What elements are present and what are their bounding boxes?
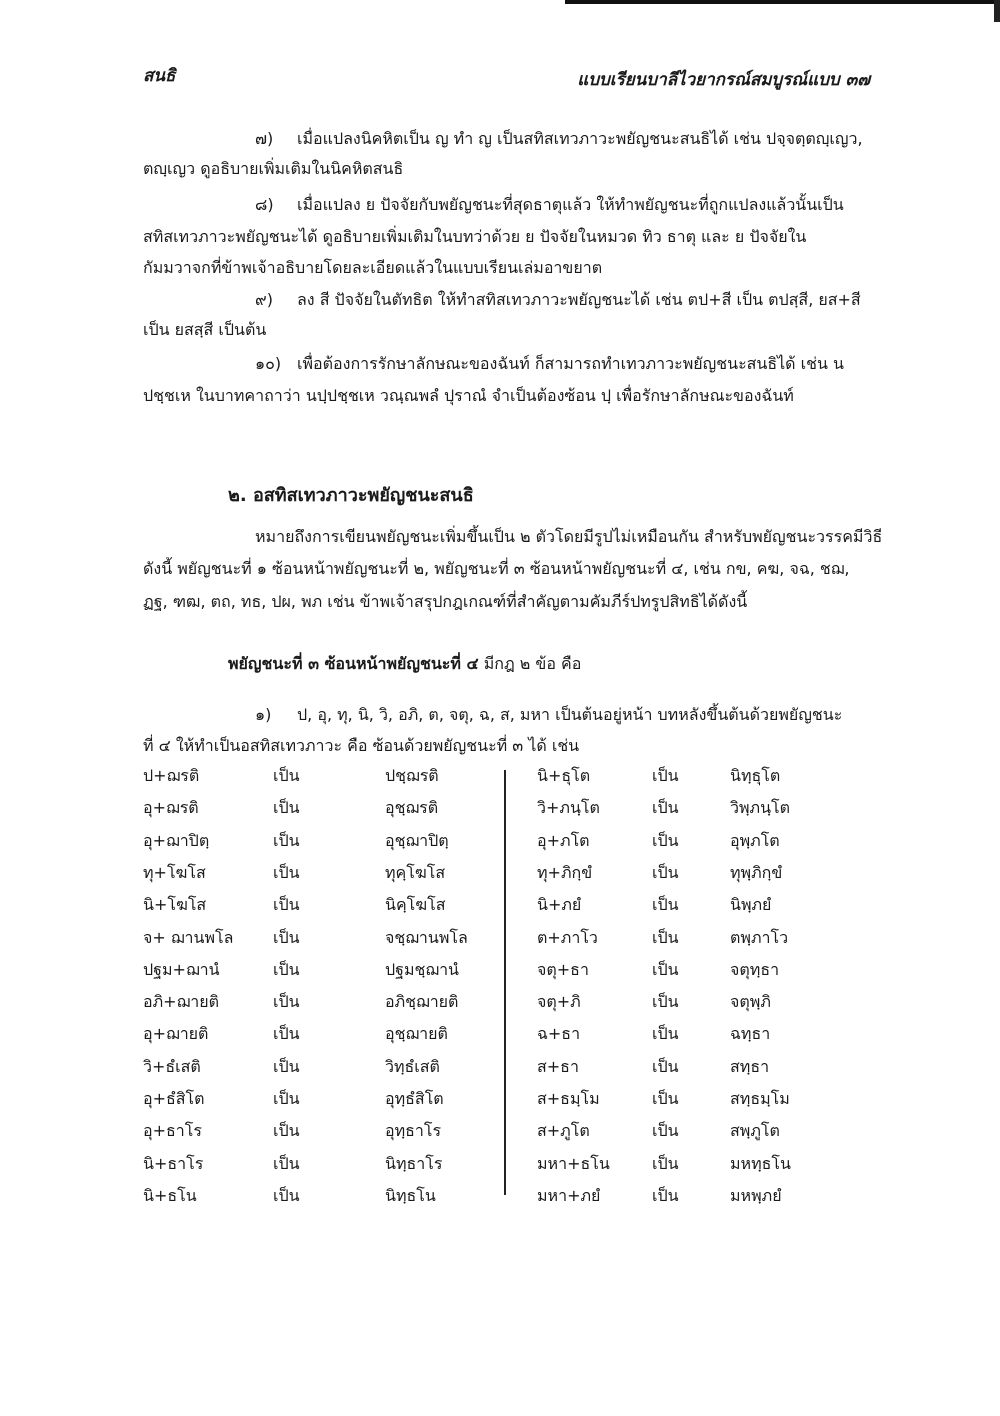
rule-8-line-1: ๘) เมื่อแปลง ย ปัจจัยกับพยัญชนะที่สุดธาตุแล้ว ให้ทำพยัญชนะที่ถูกแปลงแล้วนั้นเป็น: [255, 193, 844, 218]
left-table-cell-b: เป็น: [273, 1024, 300, 1043]
left-table-cell-b: เป็น: [273, 1057, 300, 1076]
right-table-cell-a: วิ+ภนฺโต: [537, 798, 600, 817]
left-table-cell-a: อุ+ฌายติ: [143, 1024, 209, 1043]
right-table-cell-b: เป็น: [652, 1186, 679, 1205]
right-table-cell-b: เป็น: [652, 1024, 679, 1043]
running-header-left: สนธิ: [143, 66, 176, 86]
table-rule-line-1: ๑) ป, อุ, ทุ, นิ, วิ, อภิ, ต, จตุ, ฉ, ส, มหา เป็นต้นอยู่หน้า บทหลังขึ้นต้นด้วยพยัญชนะ: [255, 703, 842, 728]
left-table-cell-b: เป็น: [273, 766, 300, 785]
right-table-cell-c: ฉทฺธา: [730, 1024, 771, 1043]
left-table-cell-b: เป็น: [273, 1089, 300, 1108]
right-table-cell-b: เป็น: [652, 1121, 679, 1140]
rule-number: ๑): [255, 705, 272, 724]
intro-line-2: ดังนี้ พยัญชนะที่ ๑ ซ้อนหน้าพยัญชนะที่ ๒, พยัญชนะที่ ๓ ซ้อนหน้าพยัญชนะที่ ๔, เช่น กข, คฆ, จฉ, ชฌ,: [143, 559, 850, 578]
left-table-cell-a: ป+ฌรติ: [143, 766, 200, 785]
right-table-cell-b: เป็น: [652, 928, 679, 947]
section-heading: ๒. อสทิสเทวภาวะพยัญชนะสนธิ: [228, 485, 474, 506]
right-table-cell-b: เป็น: [652, 766, 679, 785]
left-table-cell-b: เป็น: [273, 992, 300, 1011]
right-table-cell-b: เป็น: [652, 798, 679, 817]
left-table-cell-c: อุชฺฌายติ: [385, 1024, 448, 1043]
left-table-cell-b: เป็น: [273, 863, 300, 882]
right-table-cell-a: จตุ+ธา: [537, 960, 589, 979]
left-table-cell-b: เป็น: [273, 798, 300, 817]
right-table-cell-b: เป็น: [652, 1154, 679, 1173]
intro-line-1: หมายถึงการเขียนพยัญชนะเพิ่มขึ้นเป็น ๒ ตัวโดยมีรูปไม่เหมือนกัน สำหรับพยัญชนะวรรคมีวิธี: [255, 527, 883, 546]
left-table-cell-c: อุชฺฌรติ: [385, 798, 439, 817]
left-table-cell-a: นิ+ธาโร: [143, 1154, 204, 1173]
right-table-cell-b: เป็น: [652, 831, 679, 850]
scan-top-edge: [565, 0, 1000, 4]
right-table-cell-c: สพฺภูโต: [730, 1121, 780, 1140]
left-table-cell-c: จชฺฌานพโล: [385, 928, 468, 947]
rule-8-line-3: กัมมวาจกที่ข้าพเจ้าอธิบายโดยละเอียดแล้วในแบบเรียนเล่มอาขยาต: [143, 258, 603, 277]
right-table-cell-c: อุพฺภโต: [730, 831, 780, 850]
right-table-cell-c: นิพฺภยํ: [730, 895, 772, 914]
left-table-cell-b: เป็น: [273, 928, 300, 947]
right-table-cell-c: ทุพฺภิกฺขํ: [730, 863, 783, 882]
left-table-cell-a: อุ+ธํสิโต: [143, 1089, 205, 1108]
rule-number: ๘): [255, 195, 274, 214]
rule-10-line-1: ๑๐) เพื่อต้องการรักษาลักษณะของฉันท์ ก็สามารถทำเทวภาวะพยัญชนะสนธิได้ เช่น น: [255, 352, 844, 377]
scan-corner-mark: [994, 0, 1000, 22]
rule-7-line-1: ๗) เมื่อแปลงนิคหิตเป็น ญ ทำ ญ เป็นสทิสเทวภาวะพยัญชนะสนธิได้ เช่น ปจฺจตฺตญฺเญว,: [255, 127, 863, 152]
left-table-cell-c: อุทฺธาโร: [385, 1121, 442, 1140]
right-table-cell-b: เป็น: [652, 895, 679, 914]
left-table-cell-c: นิทฺธโน: [385, 1186, 436, 1205]
right-table-cell-a: ฉ+ธา: [537, 1024, 581, 1043]
left-table-cell-c: นิทฺธาโร: [385, 1154, 443, 1173]
left-table-cell-c: ทุคฺโฆโส: [385, 863, 446, 882]
rule-number: ๑๐): [255, 354, 282, 373]
left-table-cell-a: จ+ ฌานพโล: [143, 928, 234, 947]
left-table-cell-a: วิ+ธํเสติ: [143, 1057, 201, 1076]
intro-line-3: ฏฐ, ฑฒ, ตถ, ทธ, ปผ, พภ เช่น ข้าพเจ้าสรุปกฎเกณฑ์ที่สำคัญตามคัมภีร์ปทรูปสิทธิได้ดังนี้: [143, 592, 748, 611]
left-table-cell-c: ปชฺฌรติ: [385, 766, 439, 785]
right-table-cell-a: ส+ธา: [537, 1057, 579, 1076]
column-divider: [504, 770, 506, 1195]
left-table-cell-a: ทุ+โฆโส: [143, 863, 206, 882]
right-table-cell-a: นิ+ภยํ: [537, 895, 582, 914]
running-header-right: แบบเรียนบาลีไวยากรณ์สมบูรณ์แบบ ๓๗: [577, 70, 870, 90]
right-table-cell-c: ตพฺภาโว: [730, 928, 789, 947]
right-table-cell-b: เป็น: [652, 960, 679, 979]
subsection-heading: [228, 652, 581, 677]
rule-8-line-2: สทิสเทวภาวะพยัญชนะได้ ดูอธิบายเพิ่มเติมในบทว่าด้วย ย ปัจจัยในหมวด ทิว ธาตุ และ ย ปัจจัยใน: [143, 227, 807, 246]
subsection-heading-rest: มีกฎ ๒ ข้อ คือ: [478, 654, 582, 673]
rule-9-line-1: ๙) ลง สี ปัจจัยในตัทธิต ให้ทำสทิสเทวภาวะพยัญชนะได้ เช่น ตป+สี เป็น ตปสฺสี, ยส+สี: [255, 288, 861, 313]
right-table-cell-c: มหพฺภยํ: [730, 1186, 782, 1205]
right-table-cell-a: จตุ+ภิ: [537, 992, 581, 1011]
left-table-cell-a: นิ+ธโน: [143, 1186, 197, 1205]
right-table-cell-b: เป็น: [652, 1057, 679, 1076]
right-table-cell-a: ต+ภาโว: [537, 928, 598, 947]
right-table-cell-a: มหา+ธโน: [537, 1154, 610, 1173]
right-table-cell-a: นิ+ธุโต: [537, 766, 591, 785]
subsection-heading-bold: พยัญชนะที่ ๓ ซ้อนหน้าพยัญชนะที่ ๔: [228, 654, 479, 673]
right-table-cell-c: สทฺธา: [730, 1057, 770, 1076]
left-table-cell-c: วิทฺธํเสติ: [385, 1057, 440, 1076]
left-table-cell-b: เป็น: [273, 1121, 300, 1140]
right-table-cell-c: วิพฺภนฺโต: [730, 798, 790, 817]
left-table-cell-b: เป็น: [273, 831, 300, 850]
left-table-cell-a: อุ+ฌาปิตฺ: [143, 831, 210, 850]
right-table-cell-c: จตุพฺภิ: [730, 992, 771, 1011]
right-table-cell-b: เป็น: [652, 1089, 679, 1108]
rule-7-line-2: ตญฺเญว ดูอธิบายเพิ่มเติมในนิคหิตสนธิ: [143, 159, 404, 178]
right-table-cell-b: เป็น: [652, 992, 679, 1011]
left-table-cell-b: เป็น: [273, 1154, 300, 1173]
rule-number: ๙): [255, 290, 273, 309]
rule-10-line-2: ปชฺชเห ในบาทคาถาว่า นปฺปชฺชเห วณฺณพลํ ปุราณํ จำเป็นต้องซ้อน ปฺ เพื่อรักษาลักษณะของฉันท์: [143, 386, 794, 405]
rule-9-line-2: เป็น ยสสฺสี เป็นต้น: [143, 320, 267, 339]
left-table-cell-c: นิคฺโฆโส: [385, 895, 446, 914]
right-table-cell-a: มหา+ภยํ: [537, 1186, 601, 1205]
left-table-cell-b: เป็น: [273, 895, 300, 914]
left-table-cell-a: อภิ+ฌายติ: [143, 992, 219, 1011]
right-table-cell-c: นิทฺธุโต: [730, 766, 781, 785]
left-table-cell-c: ปฐมชฺฌานํ: [385, 960, 459, 979]
right-table-cell-a: ทุ+ภิกฺขํ: [537, 863, 593, 882]
left-table-cell-a: ปฐม+ฌานํ: [143, 960, 220, 979]
left-table-cell-b: เป็น: [273, 1186, 300, 1205]
left-table-cell-b: เป็น: [273, 960, 300, 979]
right-table-cell-a: ส+ธมฺโม: [537, 1089, 600, 1108]
left-table-cell-a: นิ+โฆโส: [143, 895, 207, 914]
left-table-cell-a: อุ+ฌรติ: [143, 798, 199, 817]
rule-number: ๗): [255, 129, 274, 148]
right-table-cell-c: สทฺธมฺโม: [730, 1089, 790, 1108]
right-table-cell-c: จตุทฺธา: [730, 960, 780, 979]
right-table-cell-a: ส+ภูโต: [537, 1121, 590, 1140]
left-table-cell-a: อุ+ธาโร: [143, 1121, 202, 1140]
right-table-cell-a: อุ+ภโต: [537, 831, 590, 850]
left-table-cell-c: อภิชฺฌายติ: [385, 992, 459, 1011]
left-table-cell-c: อุชฺฌาปิตฺ: [385, 831, 449, 850]
left-table-cell-c: อุทฺธํสิโต: [385, 1089, 444, 1108]
table-rule-line-2: ที่ ๔ ให้ทำเป็นอสทิสเทวภาวะ คือ ซ้อนด้วยพยัญชนะที่ ๓ ได้ เช่น: [143, 736, 580, 755]
right-table-cell-b: เป็น: [652, 863, 679, 882]
right-table-cell-c: มหทฺธโน: [730, 1154, 791, 1173]
